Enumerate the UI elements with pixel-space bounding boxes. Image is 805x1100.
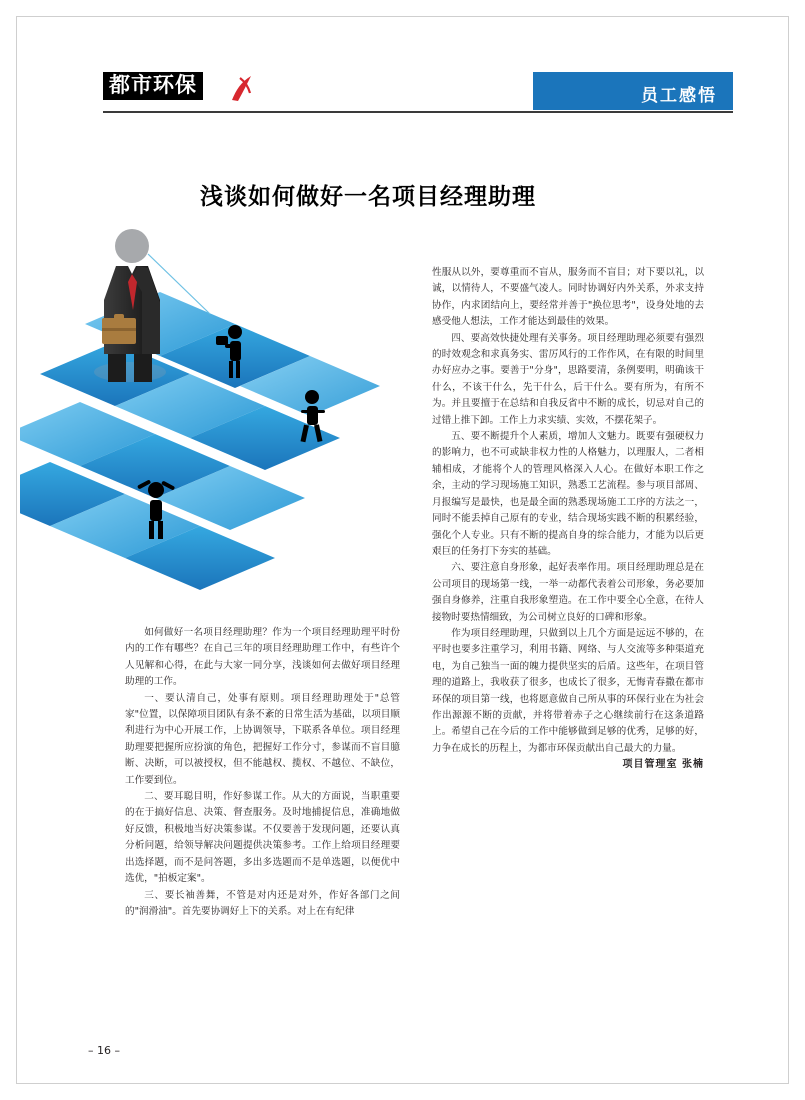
section-title: 员工感悟 <box>641 86 717 106</box>
article-right-column <box>432 265 704 774</box>
paragraph: 一、要认清自己，处事有原则。项目经理助理处于"总管家"位置，以保障项目团队有条不紊的日常生活为基础，以项目顺利进行为中心开展工作，上协调领导，下联系各单位。项目经理助理要把握所应扮演的角色，把握好工作分寸，参谋而不盲目臆断、决断，可以被授权，但不能越权、揽权、不越位、不缺位，工作要到位。 <box>125 692 400 786</box>
paragraph: 如何做好一名项目经理助理？作为一个项目经理助理平时份内的工作有哪些？在自己三年的项目经理助理工作中，有些许个人见解和心得，在此与大家一同分享，浅谈如何去做好项目经理助理的工作。 <box>125 627 400 688</box>
page-number: – 16 – <box>88 1044 120 1057</box>
magazine-logo: 都市环保 <box>103 72 203 100</box>
businessman-on-blue-grid-illustration <box>20 222 400 612</box>
paragraph: 性服从以外，要尊重而不盲从，服务而不盲目；对下要以礼，以诚，以情待人，不要盛气凌人。同时协调好内外关系，外求支持协作，内求团结向上，要经常并善于"换位思考"，设身处地的去感受他人想法，工作才能达到最佳的效果。 <box>432 267 704 328</box>
paragraph: 四、要高效快捷处理有关事务。项目经理助理必须要有强烈的时效观念和求真务实、雷厉风行的工作作风，在有限的时间里办好应办之事。要善于"分身"，思路要清，条例要明，明确该干什么，不该干什么，先干什么，后干什么。要有所为，有所不为。并且要擅于在总结和自我反省中不断的成长，切忌对自己的过错上推下卸。工作上力求实绩、实效，不摆花架子。 <box>432 332 704 426</box>
paragraph: 五、要不断提升个人素质，增加人文魅力。既要有强硬权力的影响力，也不可或缺非权力性的人格魅力，以理服人，二者相辅相成，才能将个人的管理风格深入人心。在做好本职工作之余，主动的学习现场施工知识，熟悉工艺流程。参与项目部周、月报编写是最快，也是最全面的熟悉现场施工工序的方法之一，同时不能丢掉自己原有的专业，结合现场实践不断的积累经验，强化个人专业。只有不断的提高自身的综合能力，才能为以后更艰巨的任务打下夯实的基础。 <box>432 431 704 557</box>
paragraph: 三、要长袖善舞，不管是对内还是对外，作好各部门之间的"润滑油"。首先要协调好上下的关系。对上在有纪律 <box>125 889 400 917</box>
paragraph: 二、要耳聪目明，作好参谋工作。从大的方面说，当职重要的在于搞好信息、决策、督查服务。及时地捕捉信息，准确地做好反馈，积极地当好决策参谋。不仅要善于发现问题，还要认真分析问题，给领导解决问题提供决策参考。工作上给项目经理要出选择题，而不是问答题，多出多选题而不是单选题，以便优中选优，"拍板定案"。 <box>125 791 400 885</box>
header-divider-rule <box>103 111 733 113</box>
article-left-column <box>125 625 400 920</box>
red-brush-stroke-icon <box>229 74 255 102</box>
page-header <box>103 72 733 114</box>
article-title: 浅谈如何做好一名项目经理助理 <box>200 183 536 210</box>
paragraph: 作为项目经理助理，只做到以上几个方面是远远不够的，在平时也要多注重学习，利用书籍、网络、与人交流等多种渠道充电，为自己独当一面的魄力提供坚实的后盾。这些年，在项目管理的道路上，我收获了很多，也成长了很多，无悔青春撒在都市环保的项目第一线，也将愿意做自己所从事的环保行业在为社会作出源源不断的贡献，并将带着赤子之心继续前行在这条道路上。希望自己在今后的工作中能够做到足够的优秀，足够的好，力争在成长的历程上，为都市环保贡献出自己最大的力量。 <box>432 627 704 754</box>
article-byline: 项目管理室 张楠 <box>622 759 704 771</box>
paragraph: 六、要注意自身形象，起好表率作用。项目经理助理总是在公司项目的现场第一线，一举一动都代表着公司形象，务必要加强自身修养，注重自我形象塑造。在工作中要全心全意，在待人接物时要热情细致，为公司树立良好的口碑和形象。 <box>432 562 704 623</box>
